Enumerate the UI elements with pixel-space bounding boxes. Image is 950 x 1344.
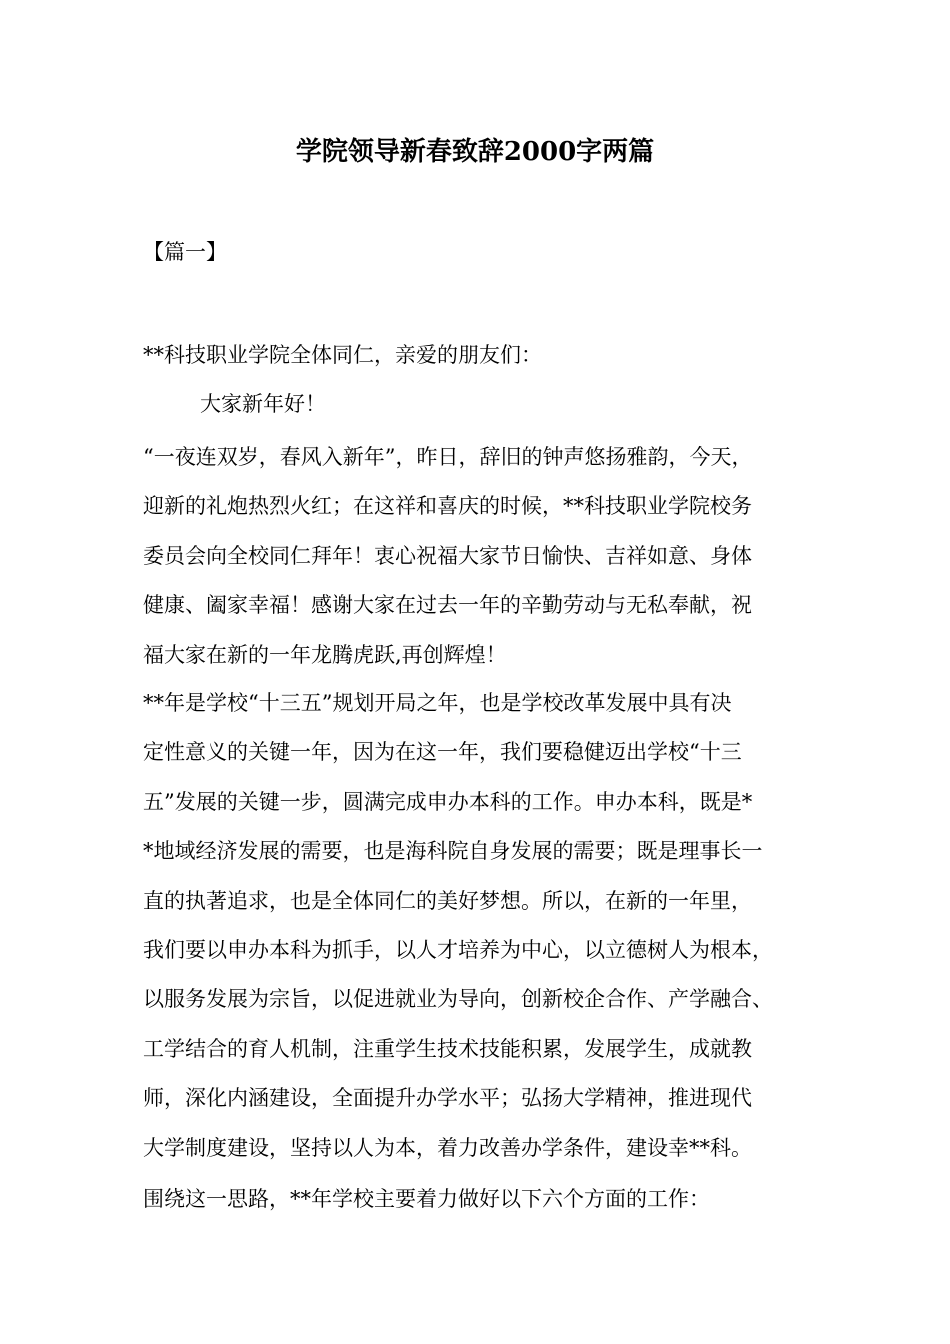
paragraph-line: 师，深化内涵建设，全面提升办学水平；弘扬大学精神，推进现代 (143, 1086, 752, 1111)
paragraph-3 (143, 1175, 843, 1224)
salutation: **科技职业学院全体同仁，亲爱的朋友们： (143, 343, 542, 367)
paragraph-line: “一夜连双岁，春风入新年”，昨日，辞旧的钟声悠扬雅韵，今天， (143, 445, 753, 469)
paragraph-line: 大学制度建设，坚持以人为本，着力改善办学条件，建设幸**科。 (143, 1135, 752, 1160)
greeting: 大家新年好！ (200, 392, 326, 416)
paragraph-line: 五”发展的关键一步，圆满完成申办本科的工作。申办本科，既是* (143, 789, 753, 814)
paragraph-line: *地域经济发展的需要，也是海科院自身发展的需要；既是理事长一 (143, 839, 763, 864)
section-heading: 【篇一】 (143, 240, 227, 264)
paragraph-line: 委员会向全校同仁拜年！衷心祝福大家节日愉快、吉祥如意、身体 (143, 543, 752, 568)
paragraph-line: 围绕这一思路，**年学校主要着力做好以下六个方面的工作： (143, 1187, 710, 1211)
paragraph-line: 我们要以申办本科为抓手，以人才培养为中心，以立德树人为根本， (143, 937, 773, 962)
paragraph-line: 工学结合的育人机制，注重学生技术技能积累，发展学生，成就教 (143, 1036, 752, 1061)
paragraph-line: 健康、阖家幸福！感谢大家在过去一年的辛勤劳动与无私奉献，祝 (143, 593, 752, 618)
paragraph-1 (143, 433, 843, 680)
paragraph-line: 直的执著追求，也是全体同仁的美好梦想。所以，在新的一年里， (143, 888, 752, 913)
paragraph-line: 迎新的礼炮热烈火红；在这祥和喜庆的时候，**科技职业学院校务 (143, 494, 752, 519)
paragraph-2 (143, 679, 843, 1173)
paragraph-line: **年是学校“十三五”规划开局之年，也是学校改革发展中具有决 (143, 691, 732, 715)
paragraph-line: 定性意义的关键一年，因为在这一年，我们要稳健迈出学校“十三 (143, 740, 742, 765)
document-title: 学院领导新春致辞2000字两篇 (295, 137, 655, 167)
paragraph-line: 以服务发展为宗旨，以促进就业为导向，创新校企合作、产学融合、 (143, 987, 773, 1012)
paragraph-line: 福大家在新的一年龙腾虎跃,再创辉煌！ (143, 642, 507, 667)
